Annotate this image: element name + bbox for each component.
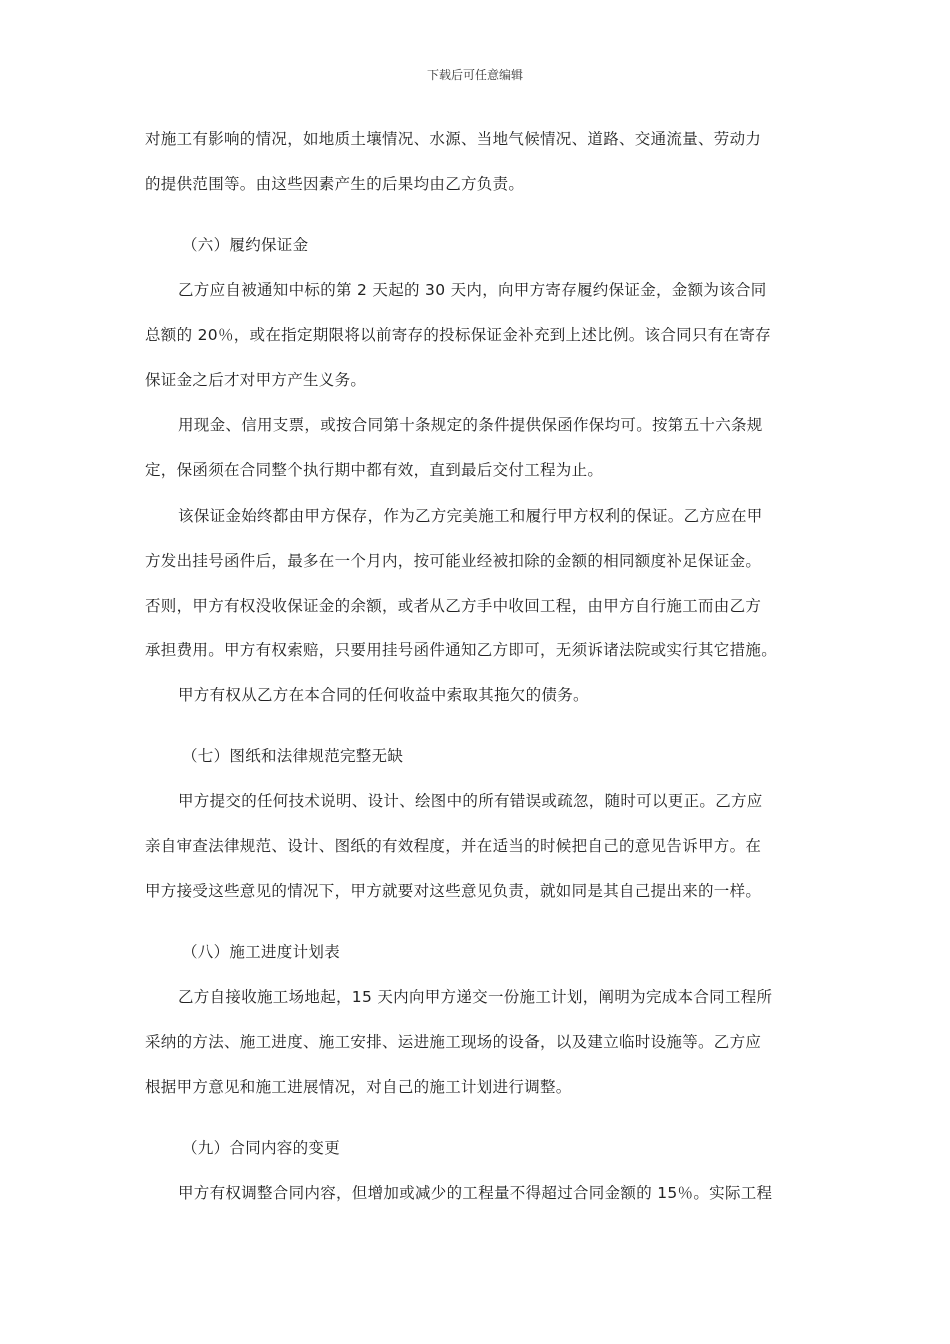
body-line: 定，保函须在合同整个执行期中都有效，直到最后交付工程为止。	[145, 461, 604, 479]
section-heading: （七）图纸和法律规范完整无缺	[182, 747, 404, 765]
body-line: 根据甲方意见和施工进展情况，对自己的施工计划进行调整。	[145, 1078, 572, 1096]
section-heading: （六）履约保证金	[182, 236, 309, 254]
body-line: 该保证金始终都由甲方保存，作为乙方完美施工和履行甲方权利的保证。乙方应在甲	[178, 507, 763, 525]
body-line: 甲方有权从乙方在本合同的任何收益中索取其拖欠的债务。	[178, 686, 589, 704]
section-heading: （八）施工进度计划表	[182, 943, 341, 961]
body-line: 甲方提交的任何技术说明、设计、绘图中的所有错误或疏忽，随时可以更正。乙方应	[178, 792, 763, 810]
body-line: 否则，甲方有权没收保证金的余额，或者从乙方手中收回工程，由甲方自行施工而由乙方	[145, 597, 762, 615]
body-line: 采纳的方法、施工进度、施工安排、运进施工现场的设备，以及建立临时设施等。乙方应	[145, 1033, 762, 1051]
body-line: 承担费用。甲方有权索赔，只要用挂号函件通知乙方即可，无须诉诸法院或实行其它措施。	[145, 641, 778, 659]
body-line: 亲自审查法律规范、设计、图纸的有效程度，并在适当的时候把自己的意见告诉甲方。在	[145, 837, 762, 855]
body-line: 方发出挂号函件后，最多在一个月内，按可能业经被扣除的金额的相同额度补足保证金。	[145, 552, 762, 570]
body-line: 的提供范围等。由这些因素产生的后果均由乙方负责。	[145, 175, 525, 193]
body-line: 甲方接受这些意见的情况下，甲方就要对这些意见负责，就如同是其自己提出来的一样。	[145, 882, 762, 900]
body-line: 对施工有影响的情况，如地质土壤情况、水源、当地气候情况、道路、交通流量、劳动力	[145, 130, 762, 148]
body-line: 甲方有权调整合同内容，但增加或减少的工程量不得超过合同金额的 15％。实际工程	[178, 1184, 773, 1202]
body-line: 乙方应自被通知中标的第 2 天起的 30 天内，向甲方寄存履约保证金，金额为该合同	[178, 281, 767, 299]
body-line: 保证金之后才对甲方产生义务。	[145, 371, 367, 389]
body-line: 乙方自接收施工场地起，15 天内向甲方递交一份施工计划，阐明为完成本合同工程所	[178, 988, 773, 1006]
page-header: 下载后可任意编辑	[426, 68, 523, 82]
section-heading: （九）合同内容的变更	[182, 1139, 341, 1157]
body-line: 用现金、信用支票，或按合同第十条规定的条件提供保函作保均可。按第五十六条规	[178, 416, 763, 434]
body-line: 总额的 20％，或在指定期限将以前寄存的投标保证金补充到上述比例。该合同只有在寄存	[145, 326, 771, 344]
